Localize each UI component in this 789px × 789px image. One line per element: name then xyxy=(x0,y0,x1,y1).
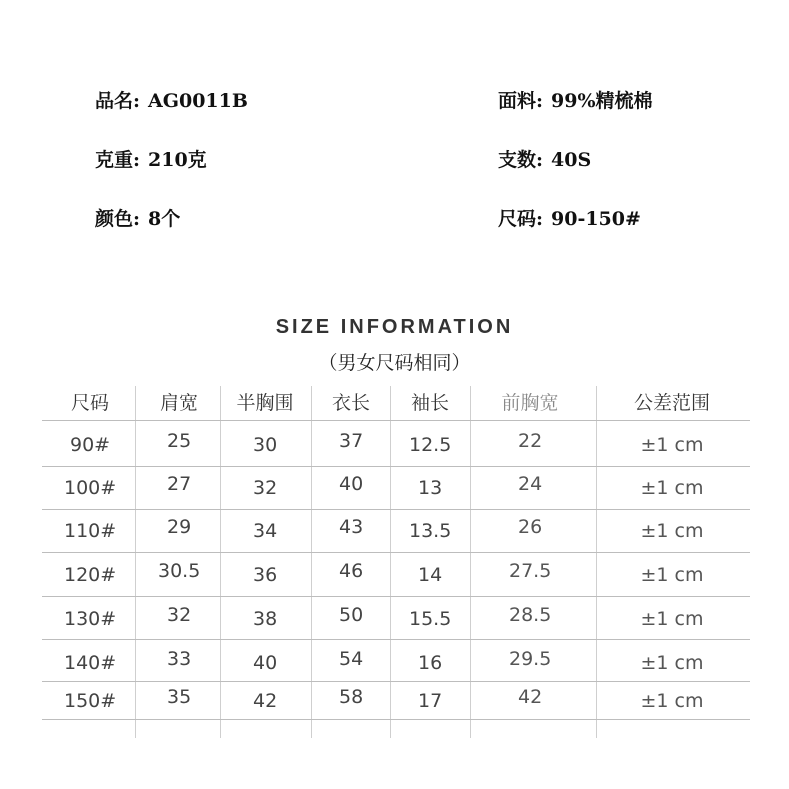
cell-sleeve: 13 xyxy=(418,477,443,499)
cell-tolerance: ±1 cm xyxy=(640,434,704,456)
cell-length: 58 xyxy=(339,686,364,708)
cell-size: 120# xyxy=(64,564,117,586)
cell-front-chest: 26 xyxy=(518,516,543,538)
row-divider xyxy=(42,681,750,682)
row-divider xyxy=(42,466,750,467)
cell-shoulder: 27 xyxy=(167,473,192,495)
cell-half-chest: 30 xyxy=(253,434,278,456)
cell-length: 50 xyxy=(339,604,364,626)
cell-half-chest: 32 xyxy=(253,477,278,499)
header-half-chest: 半胸围 xyxy=(236,392,294,414)
cell-half-chest: 40 xyxy=(253,652,278,674)
cell-length: 37 xyxy=(339,430,364,452)
column-divider xyxy=(470,386,471,738)
cell-sleeve: 17 xyxy=(418,690,443,712)
cell-length: 46 xyxy=(339,560,364,582)
cell-length: 40 xyxy=(339,473,364,495)
spec-value: AG0011B xyxy=(148,90,248,112)
cell-size: 100# xyxy=(64,477,117,499)
spec-yarn-count xyxy=(498,145,591,172)
column-divider xyxy=(135,386,136,738)
spec-value: 40S xyxy=(551,149,592,171)
spec-label: 品名: xyxy=(95,90,141,112)
spec-label: 支数: xyxy=(498,149,544,171)
spec-value: 8个 xyxy=(148,208,181,230)
cell-tolerance: ±1 cm xyxy=(640,520,704,542)
header-shoulder: 肩宽 xyxy=(160,392,199,414)
cell-length: 54 xyxy=(339,648,364,670)
spec-weight xyxy=(95,145,207,172)
cell-front-chest: 42 xyxy=(518,686,543,708)
cell-front-chest: 27.5 xyxy=(509,560,552,582)
row-divider xyxy=(42,509,750,510)
cell-front-chest: 29.5 xyxy=(509,648,552,670)
cell-tolerance: ±1 cm xyxy=(640,690,704,712)
cell-size: 140# xyxy=(64,652,117,674)
cell-half-chest: 34 xyxy=(253,520,278,542)
cell-tolerance: ±1 cm xyxy=(640,477,704,499)
cell-shoulder: 33 xyxy=(167,648,192,670)
cell-tolerance: ±1 cm xyxy=(640,608,704,630)
cell-front-chest: 24 xyxy=(518,473,543,495)
row-divider xyxy=(42,639,750,640)
cell-sleeve: 14 xyxy=(418,564,443,586)
column-divider xyxy=(220,386,221,738)
spec-label: 尺码: xyxy=(498,208,544,230)
cell-size: 110# xyxy=(64,520,117,542)
cell-size: 90# xyxy=(70,434,111,456)
spec-label: 克重: xyxy=(95,149,141,171)
header-tolerance: 公差范围 xyxy=(634,392,711,414)
cell-sleeve: 15.5 xyxy=(409,608,452,630)
cell-half-chest: 42 xyxy=(253,690,278,712)
cell-tolerance: ±1 cm xyxy=(640,652,704,674)
cell-length: 43 xyxy=(339,516,364,538)
row-divider xyxy=(42,420,750,421)
cell-half-chest: 36 xyxy=(253,564,278,586)
column-divider xyxy=(596,386,597,738)
cell-half-chest: 38 xyxy=(253,608,278,630)
row-divider xyxy=(42,596,750,597)
header-front-chest: 前胸宽 xyxy=(501,392,559,414)
cell-sleeve: 13.5 xyxy=(409,520,452,542)
cell-tolerance: ±1 cm xyxy=(640,564,704,586)
header-length: 衣长 xyxy=(332,392,371,414)
spec-colors xyxy=(95,204,180,231)
table-title: SIZE INFORMATION xyxy=(275,316,514,338)
spec-fabric xyxy=(498,86,653,113)
cell-sleeve: 16 xyxy=(418,652,443,674)
cell-size: 150# xyxy=(64,690,117,712)
spec-value: 99%精梳棉 xyxy=(551,90,653,112)
column-divider xyxy=(390,386,391,738)
cell-shoulder: 32 xyxy=(167,604,192,626)
spec-label: 面料: xyxy=(498,90,544,112)
column-divider xyxy=(311,386,312,738)
cell-shoulder: 29 xyxy=(167,516,192,538)
header-size: 尺码 xyxy=(71,392,110,414)
spec-value: 90-150# xyxy=(551,208,641,230)
row-divider xyxy=(42,719,750,720)
spec-value: 210克 xyxy=(148,149,207,171)
cell-shoulder: 25 xyxy=(167,430,192,452)
cell-shoulder: 35 xyxy=(167,686,192,708)
cell-sleeve: 12.5 xyxy=(409,434,452,456)
spec-sizes xyxy=(498,204,641,231)
cell-size: 130# xyxy=(64,608,117,630)
header-sleeve: 袖长 xyxy=(411,392,450,414)
spec-product-name xyxy=(95,86,248,113)
table-subtitle: （男女尺码相同） xyxy=(318,352,471,374)
cell-shoulder: 30.5 xyxy=(158,560,201,582)
row-divider xyxy=(42,552,750,553)
spec-label: 颜色: xyxy=(95,208,141,230)
cell-front-chest: 22 xyxy=(518,430,543,452)
cell-front-chest: 28.5 xyxy=(509,604,552,626)
